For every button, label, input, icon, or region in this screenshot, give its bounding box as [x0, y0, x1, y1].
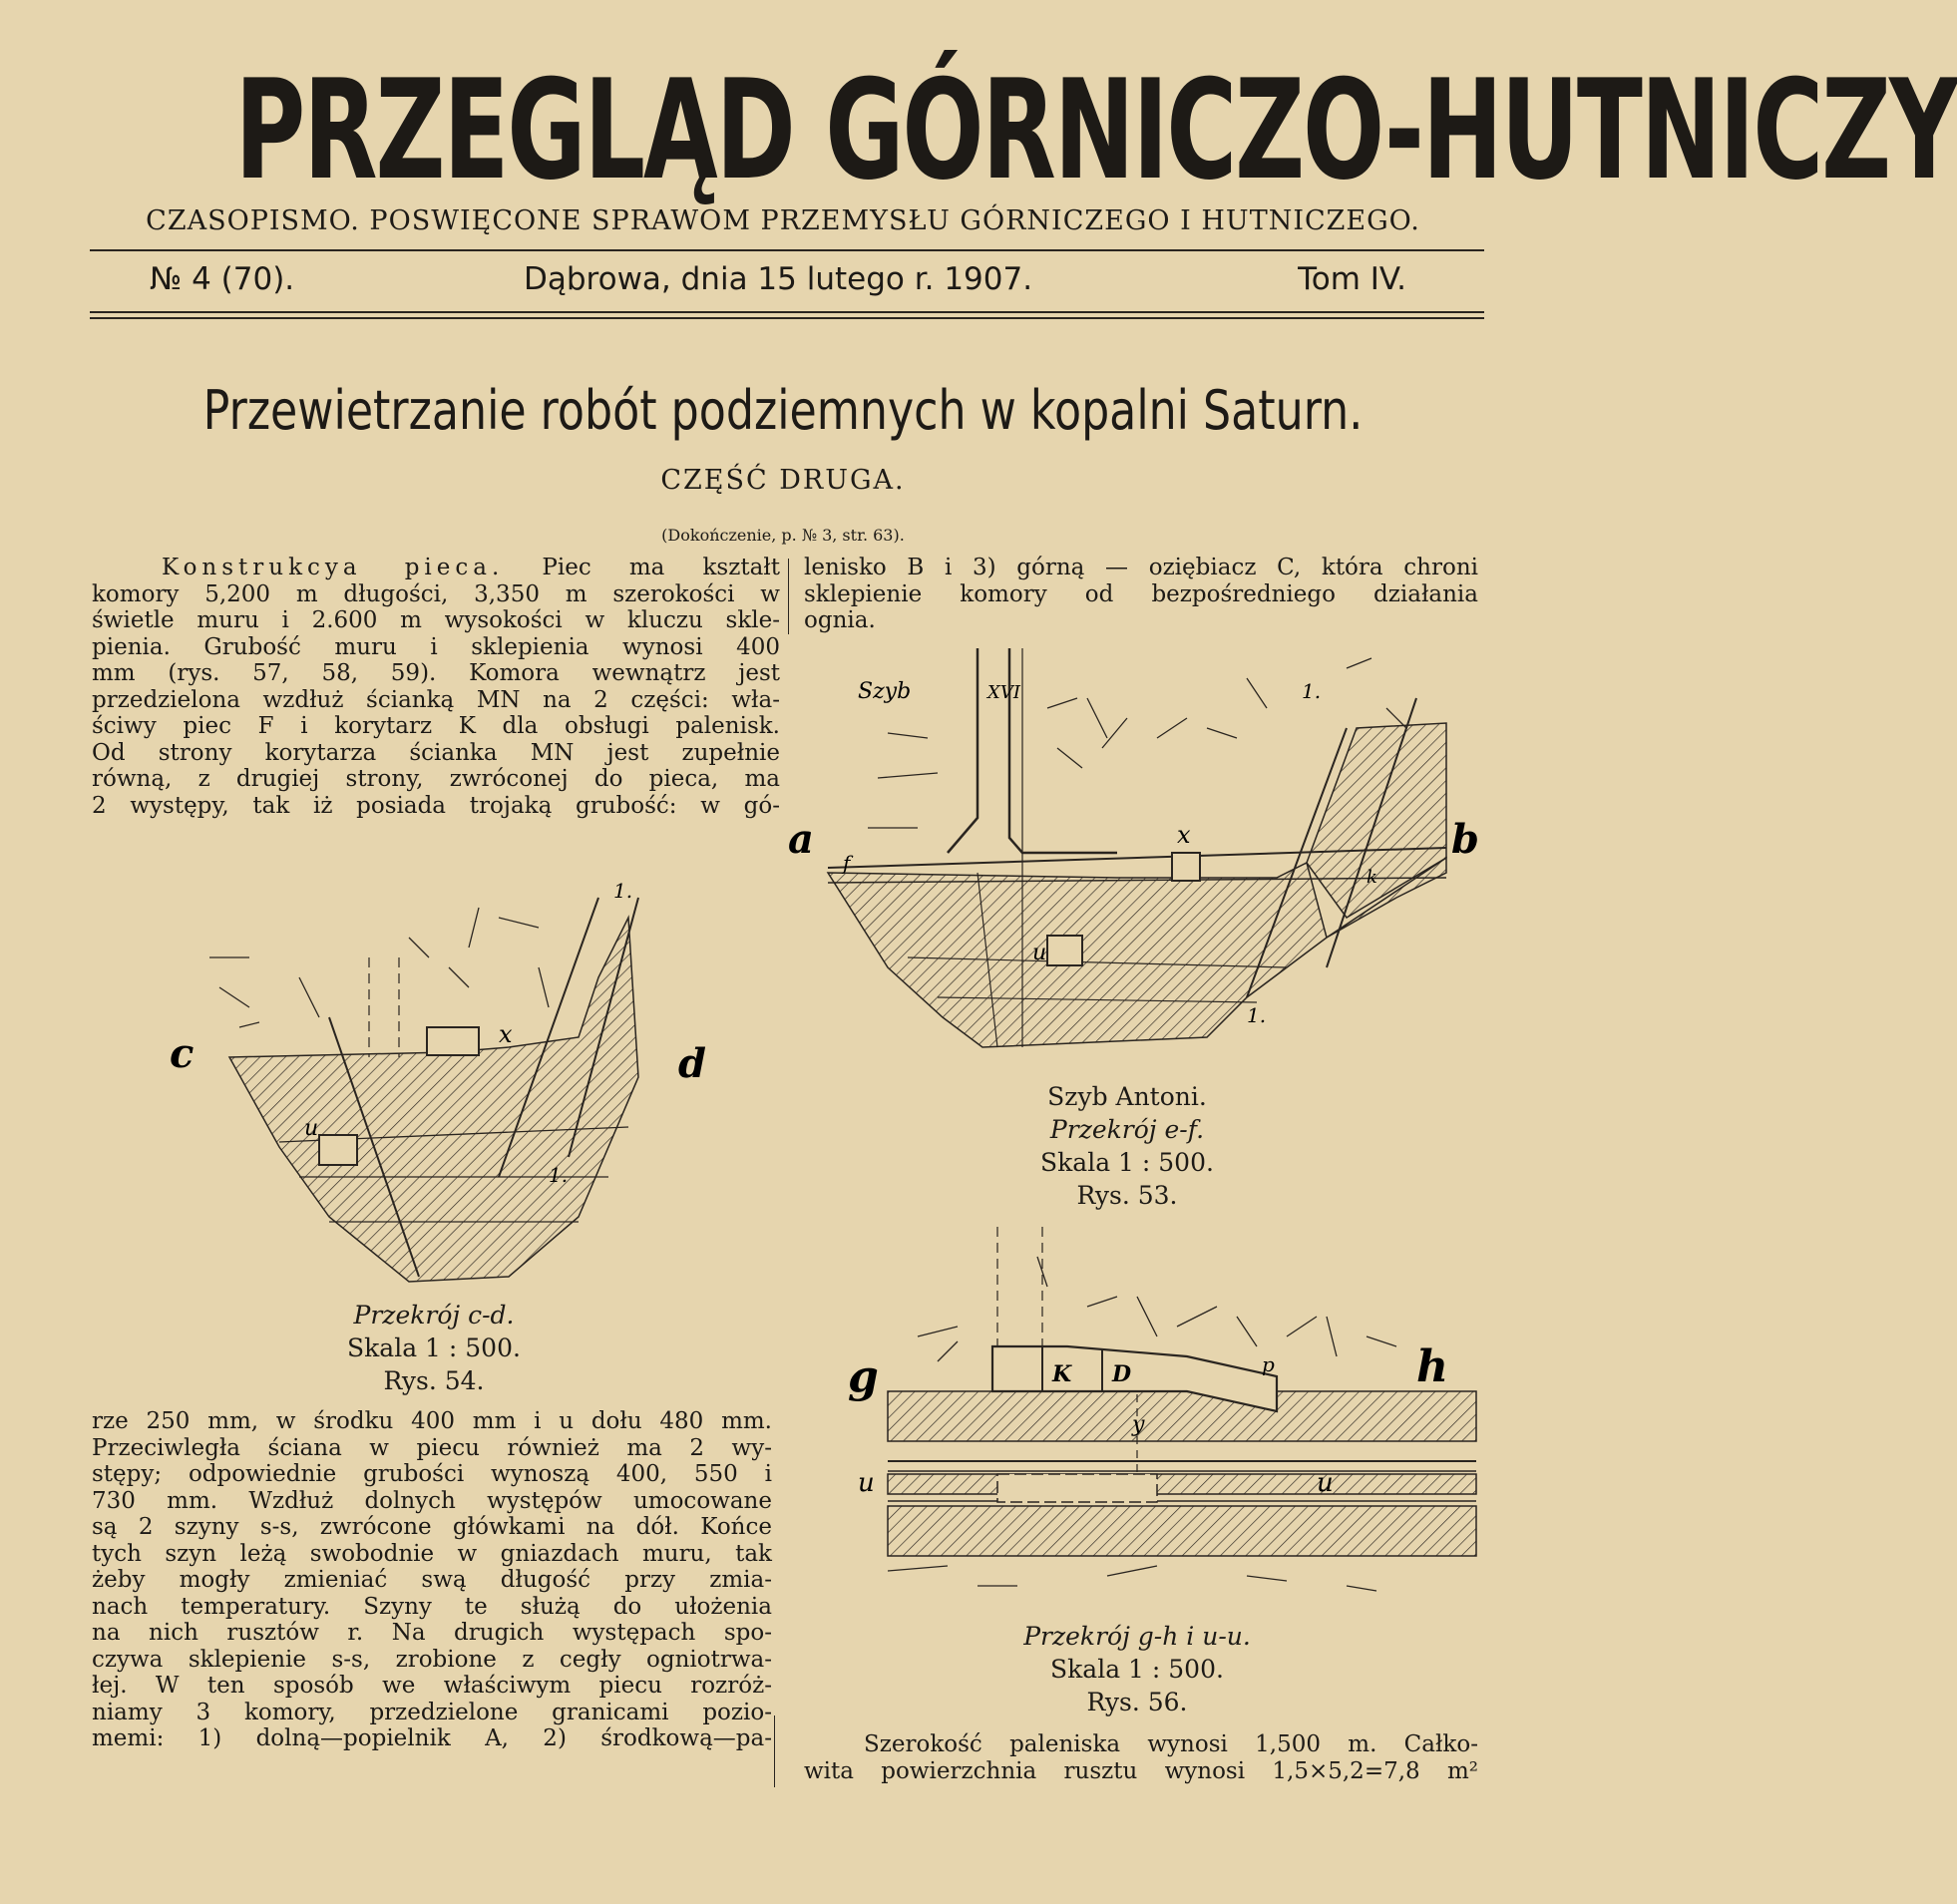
- text-line: pienia. Grubość muru i sklepienia wynosi 400: [92, 633, 780, 660]
- label-k: k: [1367, 867, 1377, 888]
- text-line: łej. W ten sposób we właściwym piecu rozróż-: [92, 1673, 772, 1699]
- label-b: b: [1451, 816, 1479, 863]
- column-divider: [788, 559, 789, 634]
- hatched-strata: [888, 1506, 1476, 1556]
- text-line: Od strony korytarza ścianka MN jest zupełnie: [92, 739, 780, 766]
- figure-54-caption: Przekrój c-d. Skala 1 : 500. Rys. 54.: [347, 1301, 521, 1395]
- text-line: czywa sklepienie s-s, zrobione z cegły ogniotrwa-: [92, 1646, 772, 1673]
- label-1-bottom: 1.: [1247, 1003, 1267, 1027]
- label-1-bottom: 1.: [549, 1163, 569, 1187]
- issue-place-date: Dąbrowa, dnia 15 lutego r. 1907.: [524, 261, 1033, 297]
- shaft: [948, 648, 978, 853]
- hatched-strata: [229, 918, 638, 1282]
- label-g: g: [848, 1351, 879, 1402]
- left-column-bottom: [92, 1408, 772, 1752]
- label-f: f: [843, 851, 851, 875]
- article-title: Przewietrzanie robót podziemnych w kopalni Saturn.: [202, 379, 1364, 442]
- furnace-chamber: [427, 1027, 479, 1055]
- left-column-top: [92, 555, 780, 819]
- issue-number: № 4 (70).: [150, 261, 295, 297]
- figure-53-caption: Szyb Antoni. Przekrój e-f. Skala 1 : 500. Rys. 53.: [1040, 1082, 1214, 1210]
- text-line: Konstrukcya pieca. Piec ma kształt: [162, 555, 780, 580]
- label-1-top: 1.: [1302, 679, 1322, 703]
- hatched-strata: [888, 1474, 1476, 1494]
- figure-53-diagram: [788, 638, 1486, 1077]
- text-line: na nich rusztów r. Na drugich występach spo-: [92, 1620, 772, 1646]
- text-line: stępy; odpowiednie grubości wynoszą 400, 550 i: [92, 1461, 772, 1487]
- label-u: u: [304, 1116, 319, 1141]
- right-column-bottom: [804, 1731, 1478, 1784]
- masthead-title: PRZEGLĄD GÓRNICZO-HUTNICZY: [234, 50, 1957, 210]
- continued-note: (Dokończenie, p. № 3, str. 63).: [661, 526, 905, 545]
- rock-debris: [209, 908, 549, 1027]
- divider: [90, 249, 1484, 251]
- label-p: p: [1262, 1352, 1275, 1376]
- text-line: ognia.: [804, 607, 876, 633]
- text-line: lenisko B i 3) górną — oziębiacz C, która chroni: [804, 555, 1478, 580]
- label-k: K: [1052, 1361, 1072, 1387]
- issue-volume: Tom IV.: [1298, 261, 1406, 297]
- text-line: równą, z drugiej strony, zwróconej do pieca, ma: [92, 766, 780, 792]
- text-line: nach temperatury. Szyny te służą do ułożenia: [92, 1593, 772, 1620]
- gallery: [1047, 936, 1082, 965]
- label-x: x: [499, 1020, 513, 1048]
- label-u-right: u: [1317, 1468, 1334, 1498]
- text-line: niamy 3 komory, przedzielone granicami pozio-: [92, 1699, 772, 1725]
- text-line: 2 występy, tak iż posiada trojaką grubość: w gó-: [92, 792, 780, 819]
- label-u-left: u: [858, 1468, 875, 1498]
- label-x: x: [1177, 821, 1191, 849]
- rock-debris: [868, 658, 1406, 828]
- text-line: ściwy piec F i korytarz K dla obsługi palenisk.: [92, 713, 780, 739]
- gallery: [319, 1135, 357, 1165]
- text-line: tych szyn leżą swobodnie w gniazdach muru, tak: [92, 1540, 772, 1567]
- text-line: 730 mm. Wzdłuż dolnych występów umocowane: [92, 1487, 772, 1514]
- divider: [90, 311, 1484, 313]
- figure-56-diagram: [848, 1217, 1486, 1616]
- lead-in: Konstrukcya pieca.: [162, 555, 505, 580]
- label-h: h: [1416, 1341, 1448, 1392]
- furnace-chamber: [1172, 853, 1200, 881]
- right-column-top: [804, 555, 1478, 634]
- label-szyb: Szyb: [858, 679, 912, 704]
- divider: [90, 317, 1484, 319]
- label-y: y: [1132, 1412, 1145, 1437]
- text-line: Szerokość paleniska wynosi 1,500 m. Całko-: [864, 1731, 1478, 1757]
- figure-56-caption: Przekrój g-h i u-u. Skala 1 : 500. Rys. 56.: [1023, 1622, 1251, 1716]
- text-line: mm (rys. 57, 58, 59). Komora wewnątrz jest: [92, 660, 780, 686]
- text-line: wita powierzchnia rusztu wynosi 1,5×5,2=7,8 m²: [804, 1757, 1478, 1784]
- text-line: komory 5,200 m długości, 3,350 m szerokości w: [92, 580, 780, 607]
- hatched-strata: [888, 1391, 1476, 1441]
- text-line: świetle muru i 2.600 m wysokości w kluczu skle-: [92, 607, 780, 633]
- issue-row: [150, 261, 1406, 301]
- text-line: żeby mogły zmieniać swą długość przy zmia-: [92, 1567, 772, 1593]
- label-xvi: XVI: [987, 682, 1020, 703]
- label-c: c: [170, 1030, 195, 1077]
- text-line: sklepienie komory od bezpośredniego działania: [804, 580, 1478, 607]
- shaft: [1009, 648, 1117, 853]
- figure-54-diagram: [160, 878, 738, 1287]
- label-a: a: [788, 816, 814, 863]
- text-line: przedzielona wzdłuż ścianką MN na 2 części: wła-: [92, 686, 780, 713]
- text-line: memi: 1) dolną—popielnik A, 2) środkową—pa-: [92, 1725, 772, 1751]
- column-divider: [774, 1715, 775, 1787]
- article-part: CZĘŚĆ DRUGA.: [660, 465, 906, 496]
- text-line: rze 250 mm, w środku 400 mm i u dołu 480 mm.: [92, 1408, 772, 1434]
- text-line: Przeciwległa ściana w piecu również ma 2 wy-: [92, 1434, 772, 1461]
- label-d: D: [1112, 1361, 1132, 1387]
- label-1-top: 1.: [613, 879, 633, 903]
- label-u: u: [1032, 941, 1047, 965]
- gallery: [997, 1474, 1157, 1502]
- masthead-subtitle: CZASOPISMO. POSWIĘCONE SPRAWOM PRZEMYSŁU GÓRNICZEGO I HUTNICZEGO.: [146, 205, 1420, 236]
- label-d: d: [678, 1040, 706, 1087]
- text-line: są 2 szyny s-s, zwrócone główkami na dół. Końce: [92, 1514, 772, 1540]
